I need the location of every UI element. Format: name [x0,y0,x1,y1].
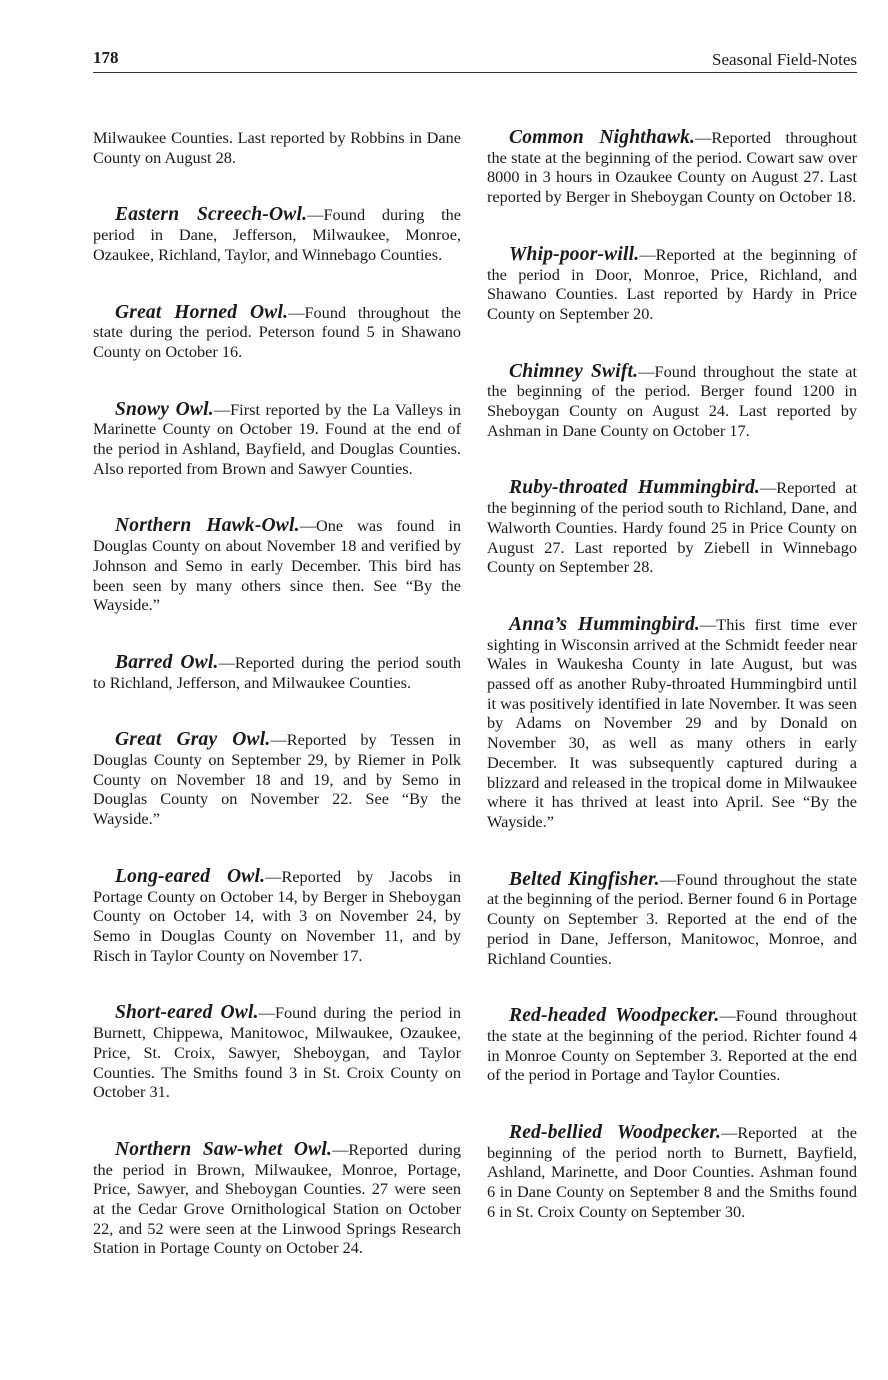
species-text: —Reported during the period south to Richland, Jefferson, and Milwaukee Counties. [93,652,462,692]
species-text: —Found throughout the state at the beginning of the period. Berner found 6 in Portage County on September 3. Reported at the end of the period in Dane, Jefferson, Manitowoc, Monroe, and Richland Counties. [487,869,857,968]
species-text: —Reported during the period in Brown, Milwaukee, Monroe, Portage, Price, Sawyer, and Sheboygan Counties. 27 were seen at the Cedar Grove Ornithological Station on October 22, and 52 were seen at the Linwood Springs Research Station in Portage County on October 24. [93,1139,461,1258]
species-entry [487,615,857,832]
species-name: Barred Owl. [115,651,219,673]
species-entry [487,870,857,969]
species-text: —Reported throughout the state at the beginning of the period. Cowart saw over 8000 in 3 hours in Ozaukee County on August 27. Last reported by Berger in Sheboygan County on October 18. [487,128,857,207]
species-name: Red-bellied Woodpecker. [509,1122,722,1144]
species-text: —Reported by Tessen in Douglas County on September 29, by Riemer in Polk County on November 18 and 19, and by Semo in Douglas County on November 22. See “By the Wayside.” [93,730,461,829]
species-name: Belted Kingfisher. [509,868,660,890]
species-text: —Found throughout the state at the beginning of the period. Berger found 1200 in Sheboygan County on August 24. Last reported by Ashman in Dane County on October 17. [487,361,858,440]
species-name: Anna’s Hummingbird. [509,613,700,635]
species-entry [93,205,461,264]
page-number: 178 [93,48,119,67]
species-name: Eastern Screech-Owl. [115,204,308,226]
species-text: —Found throughout the state at the beginning of the period. Richter found 4 in Monroe County on September 3. Reported at the end of the period in Portage and Taylor Counties. [487,1006,857,1085]
species-text: —Found throughout the state during the period. Peterson found 5 in Shawano County on October 16. [93,302,461,361]
species-text: —Reported at the beginning of the period north to Burnett, Bayfield, Ashland, Marinette, and Door Counties. Ashman found 6 in Dane County on September 8 and the Smiths found 6 in St. Croix County on September 30. [487,1123,857,1221]
species-text: —Found during the period in Burnett, Chippewa, Manitowoc, Milwaukee, Ozaukee, Price, St. Croix, Sawyer, Sheboygan, and Taylor Counties. The Smiths found 3 in St. Croix County on October 31. [93,1003,461,1102]
species-text: —Reported at the beginning of the period in Door, Monroe, Price, Richland, and Shawano Counties. Last reported by Hardy in Price County on September 20. [487,244,857,323]
species-entry [487,362,857,441]
left-column [93,128,461,1258]
species-text: —First reported by the La Valleys in Marinette County on October 19. Found at the end of the period in Ashland, Bayfield, and Douglas Counties. Also reported from Brown and Sawyer Counties. [93,399,462,478]
species-text: —Reported at the beginning of the period south to Richland, Dane, and Walworth Counties. Hardy found 25 in Price County on August 27. Last reported by Ziebell in Winnebago County on September 28. [487,478,857,577]
species-entry [487,478,857,577]
species-entry [93,400,461,479]
species-entry [93,516,461,615]
species-name: Short-eared Owl. [115,1002,259,1024]
species-name: Chimney Swift. [509,360,639,382]
species-name: Ruby-throated Hummingbird. [509,477,760,499]
species-name: Red-headed Woodpecker. [509,1005,720,1027]
species-entry [487,245,857,324]
species-entry [93,867,461,966]
species-entry [487,1123,857,1222]
species-entry [93,730,461,829]
species-text: —One was found in Douglas County on about November 18 and verified by Johnson and Semo in early December. This bird has been seen by many others since then. See “By the Wayside.” [93,516,461,615]
species-entry [93,653,461,692]
species-name: Whip-poor-will. [509,243,640,265]
species-entry [93,303,461,362]
species-text: —Reported by Jacobs in Portage County on October 14, by Berger in Sheboygan County on October 14, with 3 on November 24, by Semo in Douglas County on November 11, and by Risch in Taylor County on November 17. [93,866,461,965]
species-text: —This first time ever sighting in Wisconsin arrived at the Schmidt feeder near Wales in Waukesha County in late August, but was passed off as another Ruby-throated Hummingbird until it was positively identified in late November. It was seen by Adams on November 29 and by Donald on November 30, as well as many others in early December. It was subsequently captured during a blizzard and released in the tropical dome in Milwaukee where it has thrived at least into April. See “By the Wayside.” [487,614,857,831]
species-name: Northern Hawk-Owl. [115,515,300,537]
species-name: Northern Saw-whet Owl. [115,1138,333,1160]
species-entry [487,1006,857,1085]
species-name: Long-eared Owl. [115,865,266,887]
species-entry [487,128,857,207]
species-name: Snowy Owl. [115,398,214,420]
right-column [487,128,857,1222]
species-name: Great Horned Owl. [115,301,289,323]
page-header [93,44,857,73]
species-name: Common Nighthawk. [509,127,696,148]
species-entry [93,1140,461,1258]
species-text: —Found during the period in Dane, Jefferson, Milwaukee, Monroe, Ozaukee, Richland, Taylor, and Winnebago Counties. [93,205,461,264]
running-head: Seasonal Field-Notes [712,50,857,69]
continuation-paragraph: Milwaukee Counties. Last reported by Robbins in Dane County on August 28. [93,128,461,167]
species-entry [93,1003,461,1102]
species-name: Great Gray Owl. [115,729,271,751]
